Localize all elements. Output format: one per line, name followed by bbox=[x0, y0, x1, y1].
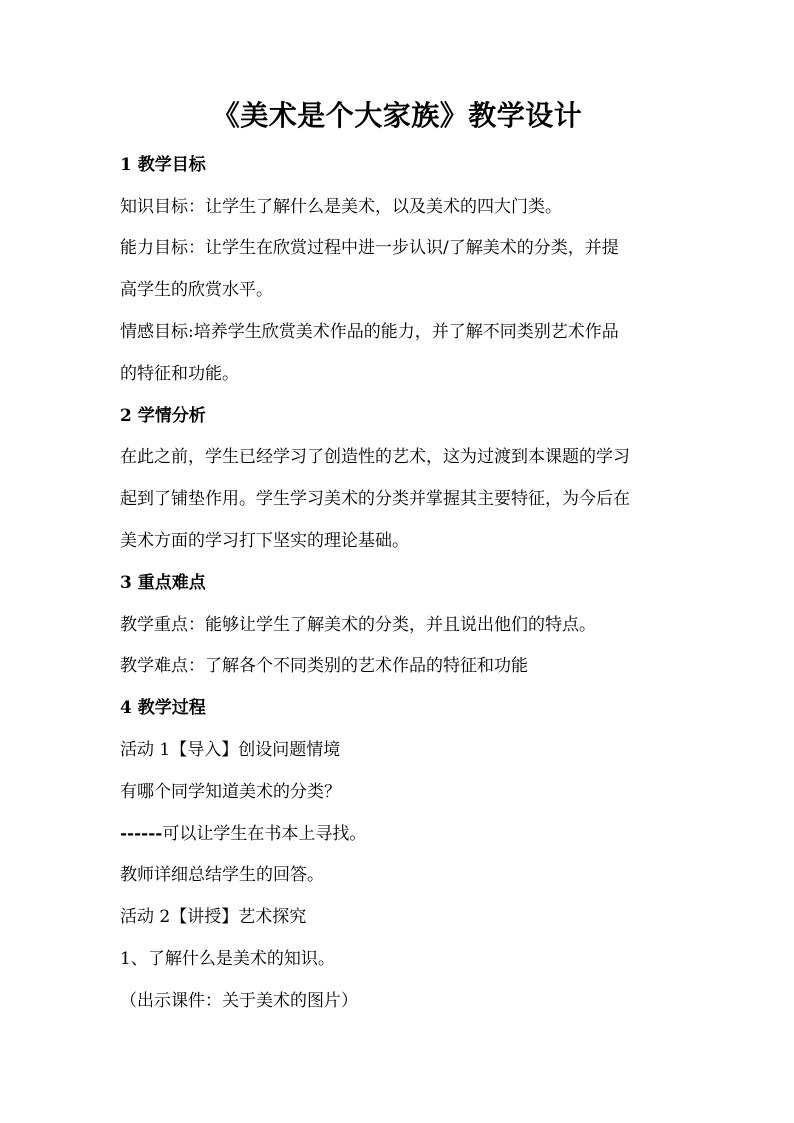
document-body bbox=[120, 144, 690, 1022]
paragraph-line: 的特征和功能。 bbox=[120, 363, 239, 384]
paragraph-line: 情感目标:培养学生欣赏美术作品的能力，并了解不同类别艺术作品 bbox=[120, 322, 619, 343]
document-title: 《美术是个大家族》教学设计 bbox=[211, 99, 583, 132]
dash-marker: ------ bbox=[120, 823, 163, 844]
paragraph-line: 有哪个同学知道美术的分类？ bbox=[120, 781, 341, 802]
section-heading-key-points: 3 重点难点 bbox=[120, 572, 206, 593]
paragraph-line: 活动 2【讲授】艺术探究 bbox=[120, 907, 307, 928]
paragraph-line: （出示课件：关于美术的图片） bbox=[120, 990, 358, 1011]
section-heading-student-analysis: 2 学情分析 bbox=[120, 405, 206, 426]
paragraph-line: 在此之前，学生已经学习了创造性的艺术，这为过渡到本课题的学习 bbox=[120, 447, 630, 468]
paragraph-line bbox=[120, 813, 690, 855]
paragraph-line: 活动 1【导入】创设问题情境 bbox=[120, 740, 341, 761]
paragraph-line: 知识目标：让学生了解什么是美术，以及美术的四大门类。 bbox=[120, 196, 562, 217]
paragraph-line: 教学重点：能够让学生了解美术的分类，并且说出他们的特点。 bbox=[120, 614, 596, 635]
paragraph-text: 可以让学生在书本上寻找。 bbox=[162, 823, 367, 844]
paragraph-line: 美术方面的学习打下坚实的理论基础。 bbox=[120, 531, 409, 552]
section-heading-teaching-goals: 1 教学目标 bbox=[120, 154, 206, 175]
paragraph-line: 1、了解什么是美术的知识。 bbox=[120, 949, 335, 970]
paragraph-line: 能力目标：让学生在欣赏过程中进一步认识/了解美术的分类，并提 bbox=[120, 238, 619, 259]
paragraph-line: 教学难点：了解各个不同类别的艺术作品的特征和功能 bbox=[120, 656, 528, 677]
paragraph-line: 起到了铺垫作用。学生学习美术的分类并掌握其主要特征，为今后在 bbox=[120, 489, 630, 510]
paragraph-line: 教师详细总结学生的回答。 bbox=[120, 865, 324, 886]
paragraph-line: 高学生的欣赏水平。 bbox=[120, 280, 273, 301]
section-heading-teaching-process: 4 教学过程 bbox=[120, 698, 206, 719]
